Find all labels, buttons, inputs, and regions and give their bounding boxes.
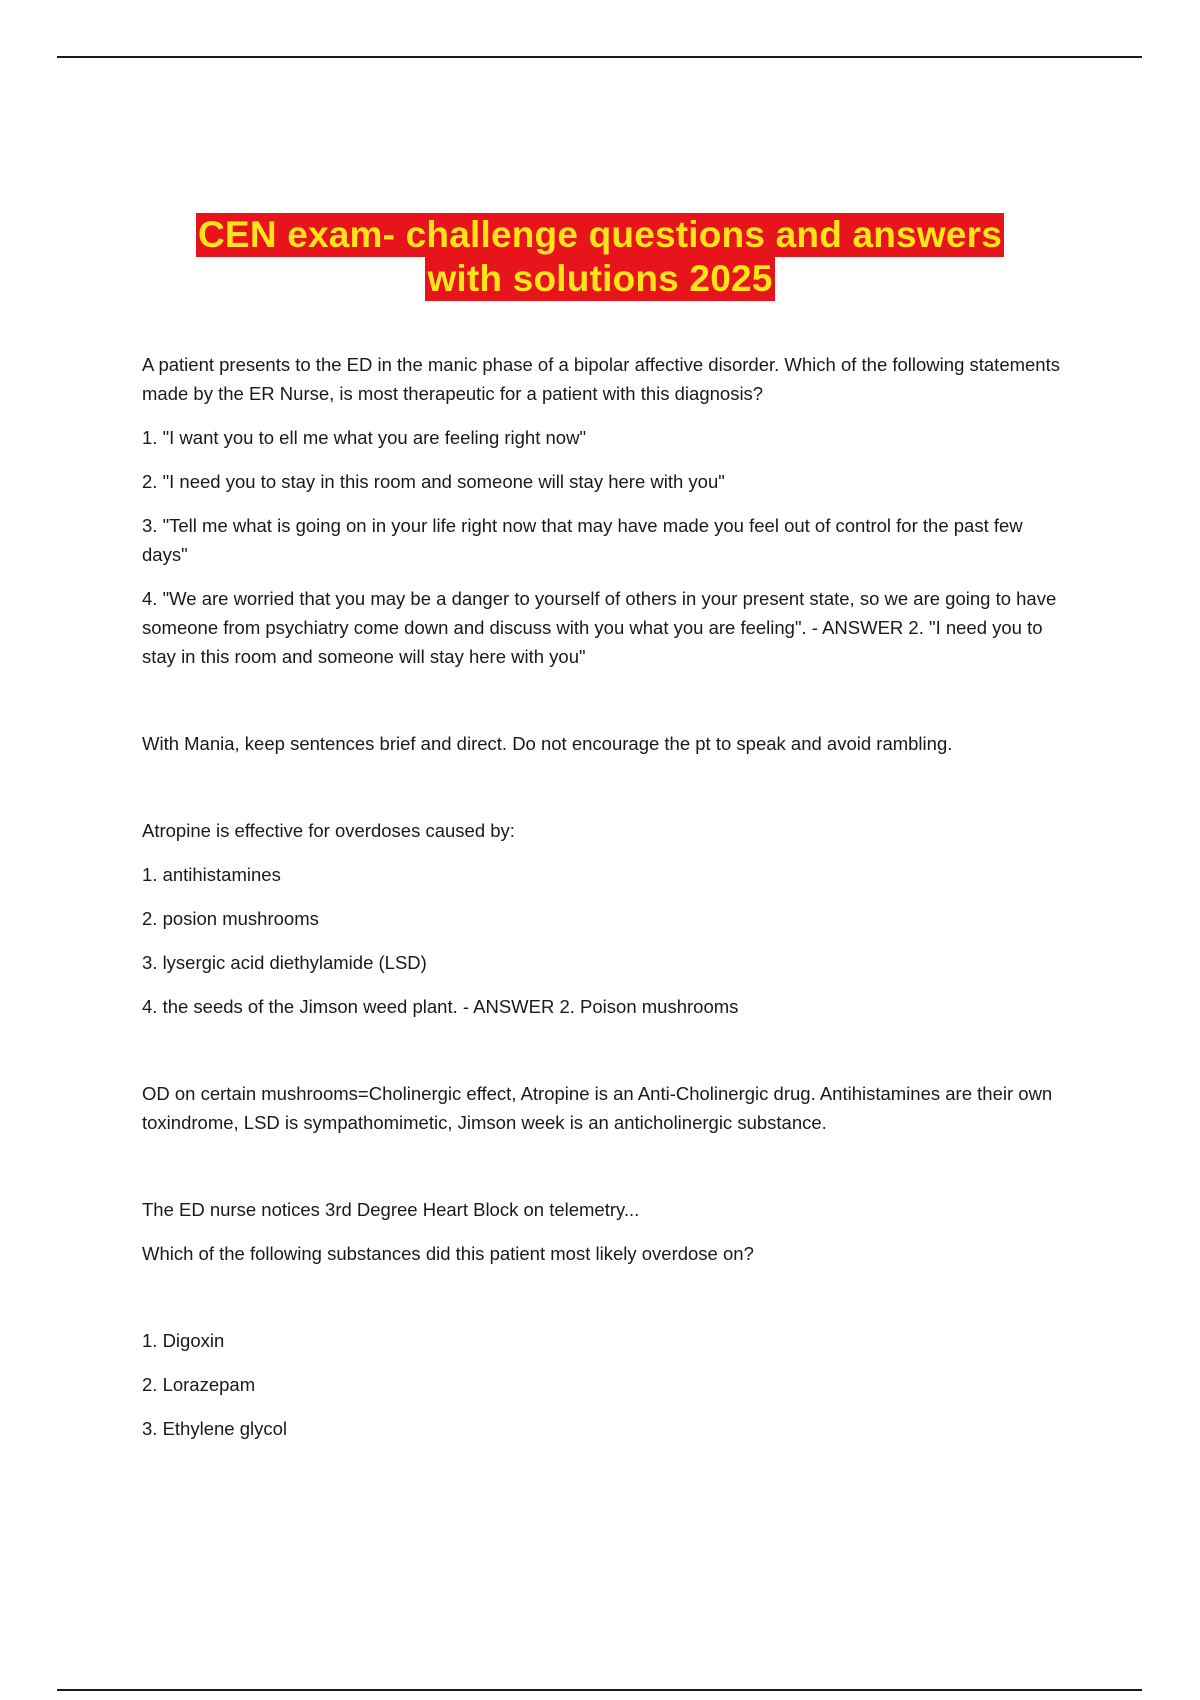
q1-rationale: With Mania, keep sentences brief and direct. Do not encourage the pt to speak and avoid rambling. <box>142 733 953 754</box>
q2-option-3: 3. lysergic acid diethylamide (LSD) <box>142 952 427 973</box>
q1-stem: A patient presents to the ED in the manic phase of a bipolar affective disorder. Which of the following statements made by the ER Nurse, is most therapeutic for a patient with this diagnosis? <box>142 354 1060 404</box>
top-rule <box>57 56 1142 58</box>
q1-option-2: 2. "I need you to stay in this room and someone will stay here with you" <box>142 471 725 492</box>
q3-option-3: 3. Ethylene glycol <box>142 1418 288 1439</box>
q1-option-3: 3. "Tell me what is going on in your life right now that may have made you feel out of control for the past few days" <box>142 515 1023 565</box>
q3-stem-line-1: The ED nurse notices 3rd Degree Heart Block on telemetry... <box>142 1199 640 1220</box>
document-body <box>142 350 1072 1443</box>
q2-option-1: 1. antihistamines <box>142 864 281 885</box>
q2-stem: Atropine is effective for overdoses caused by: <box>142 820 515 841</box>
q1-option-1: 1. "I want you to ell me what you are feeling right now" <box>142 427 587 448</box>
bottom-rule <box>57 1689 1142 1691</box>
q3-option-1: 1. Digoxin <box>142 1330 225 1351</box>
q2-option-2: 2. posion mushrooms <box>142 908 319 929</box>
title-line-1: CEN exam- challenge questions and answers <box>198 214 1002 255</box>
q3-stem-line-2: Which of the following substances did this patient most likely overdose on? <box>142 1243 754 1264</box>
title-line-2: with solutions 2025 <box>427 258 773 299</box>
document-title <box>0 213 1200 301</box>
q1-option-4-answer: 4. "We are worried that you may be a danger to yourself of others in your present state, so we are going to have someone from psychiatry come down and discuss with you what you are feeling". - ANSWER 2. "I need you to stay in this room and someone will stay here with you" <box>142 588 1057 667</box>
q2-rationale: OD on certain mushrooms=Cholinergic effect, Atropine is an Anti-Cholinergic drug. Antihistamines are their own toxindrome, LSD is sympathomimetic, Jimson week is an anticholinergic substance. <box>142 1083 1053 1133</box>
q3-option-2: 2. Lorazepam <box>142 1374 256 1395</box>
q2-option-4-answer: 4. the seeds of the Jimson weed plant. - ANSWER 2. Poison mushrooms <box>142 996 739 1017</box>
